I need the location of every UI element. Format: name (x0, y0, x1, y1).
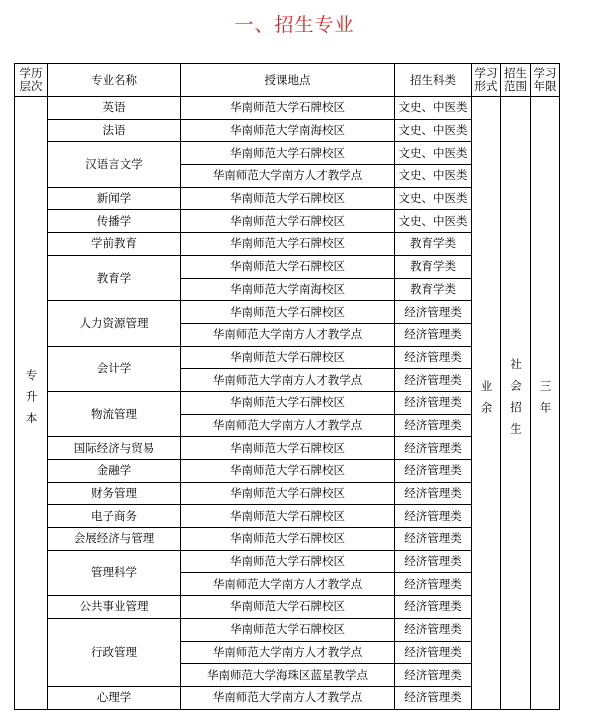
subject-cell: 经济管理类 (395, 391, 472, 414)
form-text: 业余 (479, 379, 494, 423)
major-name-cell: 英语 (48, 97, 181, 120)
subject-cell: 文史、中医类 (395, 119, 472, 142)
major-name-cell: 电子商务 (48, 505, 181, 528)
location-cell: 华南师范大学南方人才教学点 (181, 414, 395, 437)
subject-cell: 经济管理类 (395, 346, 472, 369)
subject-cell: 经济管理类 (395, 596, 472, 619)
location-cell: 华南师范大学石牌校区 (181, 505, 395, 528)
subject-cell: 经济管理类 (395, 414, 472, 437)
location-cell: 华南师范大学石牌校区 (181, 550, 395, 573)
major-name-cell: 管理科学 (48, 550, 181, 595)
major-name-cell: 传播学 (48, 210, 181, 233)
major-name-cell: 会计学 (48, 346, 181, 391)
subject-cell: 文史、中医类 (395, 165, 472, 188)
subject-cell: 经济管理类 (395, 641, 472, 664)
major-name-cell: 物流管理 (48, 391, 181, 436)
subject-cell: 经济管理类 (395, 482, 472, 505)
subject-cell: 经济管理类 (395, 323, 472, 346)
form-cell (472, 97, 501, 710)
years-cell (531, 97, 560, 710)
subject-cell: 经济管理类 (395, 664, 472, 687)
level-text: 专升本 (24, 369, 39, 434)
major-name-cell: 国际经济与贸易 (48, 437, 181, 460)
table-row (15, 97, 560, 120)
major-name-cell: 公共事业管理 (48, 596, 181, 619)
location-cell: 华南师范大学南方人才教学点 (181, 686, 395, 709)
location-cell: 华南师范大学石牌校区 (181, 210, 395, 233)
subject-cell: 文史、中医类 (395, 187, 472, 210)
location-cell: 华南师范大学石牌校区 (181, 391, 395, 414)
location-cell: 华南师范大学石牌校区 (181, 255, 395, 278)
subject-cell: 经济管理类 (395, 528, 472, 551)
location-cell: 华南师范大学石牌校区 (181, 346, 395, 369)
location-cell: 华南师范大学石牌校区 (181, 618, 395, 641)
major-name-cell: 新闻学 (48, 187, 181, 210)
location-cell: 华南师范大学石牌校区 (181, 97, 395, 120)
header-scope: 招生范围 (501, 64, 531, 97)
location-cell: 华南师范大学石牌校区 (181, 437, 395, 460)
location-cell: 华南师范大学石牌校区 (181, 142, 395, 165)
subject-cell: 经济管理类 (395, 550, 472, 573)
subject-cell: 经济管理类 (395, 369, 472, 392)
table-header-row (15, 64, 560, 97)
subject-cell: 教育学类 (395, 233, 472, 256)
location-cell: 华南师范大学石牌校区 (181, 187, 395, 210)
major-name-cell: 心理学 (48, 686, 181, 709)
header-years: 学习年限 (531, 64, 560, 97)
location-cell: 华南师范大学南方人才教学点 (181, 573, 395, 596)
major-name-cell: 教育学 (48, 255, 181, 300)
subject-cell: 经济管理类 (395, 460, 472, 483)
location-cell: 华南师范大学海珠区蓝星教学点 (181, 664, 395, 687)
subject-cell: 经济管理类 (395, 505, 472, 528)
location-cell: 华南师范大学石牌校区 (181, 528, 395, 551)
major-name-cell: 行政管理 (48, 618, 181, 686)
scope-cell (501, 97, 531, 710)
location-cell: 华南师范大学南方人才教学点 (181, 165, 395, 188)
subject-cell: 经济管理类 (395, 301, 472, 324)
major-name-cell: 法语 (48, 119, 181, 142)
subject-cell: 经济管理类 (395, 618, 472, 641)
major-name-cell: 汉语言文学 (48, 142, 181, 187)
subject-cell: 教育学类 (395, 255, 472, 278)
major-name-cell: 金融学 (48, 460, 181, 483)
location-cell: 华南师范大学石牌校区 (181, 596, 395, 619)
level-cell (15, 97, 48, 710)
subject-cell: 文史、中医类 (395, 210, 472, 233)
subject-cell: 教育学类 (395, 278, 472, 301)
header-major: 专业名称 (48, 64, 181, 97)
years-text: 三年 (538, 379, 553, 423)
location-cell: 华南师范大学石牌校区 (181, 301, 395, 324)
location-cell: 华南师范大学南方人才教学点 (181, 323, 395, 346)
location-cell: 华南师范大学石牌校区 (181, 482, 395, 505)
location-cell: 华南师范大学石牌校区 (181, 233, 395, 256)
page-title: 一、招生专业 (234, 14, 355, 36)
header-location: 授课地点 (181, 64, 395, 97)
subject-cell: 经济管理类 (395, 573, 472, 596)
major-name-cell: 学前教育 (48, 233, 181, 256)
subject-cell: 经济管理类 (395, 437, 472, 460)
header-level: 学历层次 (15, 64, 48, 97)
major-name-cell: 会展经济与管理 (48, 528, 181, 551)
major-name-cell: 财务管理 (48, 482, 181, 505)
location-cell: 华南师范大学南方人才教学点 (181, 369, 395, 392)
location-cell: 华南师范大学南海校区 (181, 119, 395, 142)
location-cell: 华南师范大学石牌校区 (181, 460, 395, 483)
location-cell: 华南师范大学南海校区 (181, 278, 395, 301)
subject-cell: 经济管理类 (395, 686, 472, 709)
table-body (15, 97, 560, 710)
subject-cell: 文史、中医类 (395, 142, 472, 165)
header-subject: 招生科类 (395, 64, 472, 97)
header-form: 学习形式 (472, 64, 501, 97)
subject-cell: 文史、中医类 (395, 97, 472, 120)
majors-table (14, 63, 560, 710)
major-name-cell: 人力资源管理 (48, 301, 181, 346)
location-cell: 华南师范大学南方人才教学点 (181, 641, 395, 664)
scope-text: 社会招生 (509, 358, 523, 445)
